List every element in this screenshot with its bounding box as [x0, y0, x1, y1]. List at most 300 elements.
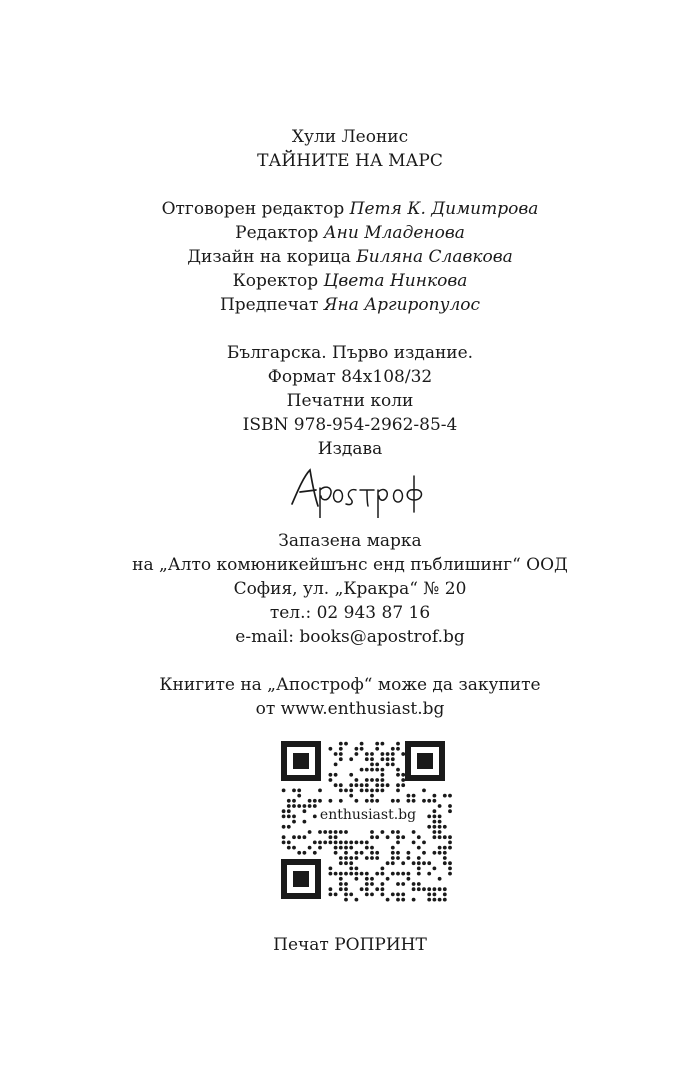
qr-dot: [427, 898, 431, 902]
printer-name: РОПРИНТ: [334, 935, 427, 955]
qr-dot: [308, 830, 312, 834]
qr-dot: [370, 768, 374, 772]
qr-dot: [448, 809, 452, 813]
credit-line: [0, 222, 700, 244]
qr-dot: [355, 851, 359, 855]
qr-dot: [339, 887, 343, 891]
qr-dot: [381, 757, 385, 761]
qr-dot: [360, 742, 364, 746]
purchase-website: от www.enthusiast.bg: [255, 699, 445, 719]
qr-dot: [355, 856, 359, 860]
qr-dot: [417, 872, 421, 876]
credit-line: [0, 270, 700, 292]
qr-dot: [282, 825, 286, 829]
qr-dot: [360, 887, 364, 891]
qr-dot: [427, 872, 431, 876]
qr-dot: [386, 763, 390, 767]
qr-dot: [370, 835, 374, 839]
qr-dot: [365, 799, 369, 803]
qr-dot: [381, 872, 385, 876]
qr-dot: [287, 841, 291, 845]
qr-dot: [329, 867, 333, 871]
qr-dot: [349, 856, 353, 860]
qr-dot: [448, 804, 452, 808]
qr-dot: [401, 898, 405, 902]
qr-dot: [339, 882, 343, 886]
qr-dot: [407, 872, 411, 876]
qr-dot: [375, 835, 379, 839]
qr-dot: [360, 768, 364, 772]
qr-dot: [287, 815, 291, 819]
qr-dot: [375, 747, 379, 751]
qr-dot: [339, 742, 343, 746]
qr-dot: [355, 841, 359, 845]
qr-dot: [287, 804, 291, 808]
qr-dot: [433, 799, 437, 803]
qr-dot: [412, 830, 416, 834]
qr-dot: [355, 747, 359, 751]
qr-dot: [287, 825, 291, 829]
qr-dot: [427, 825, 431, 829]
purchase-line: Книгите на „Апостроф“ може да закупите: [159, 675, 541, 695]
qr-dot: [334, 851, 338, 855]
qr-dot: [349, 757, 353, 761]
qr-dot: [391, 846, 395, 850]
qr-dot: [344, 887, 348, 891]
qr-dot: [448, 841, 452, 845]
qr-dot: [334, 752, 338, 756]
qr-dot: [391, 752, 395, 756]
qr-dot: [292, 799, 296, 803]
qr-dot: [370, 877, 374, 881]
qr-dot: [303, 851, 307, 855]
qr-dot: [329, 887, 333, 891]
qr-dot: [391, 757, 395, 761]
qr-dot: [292, 846, 296, 850]
qr-dot: [381, 783, 385, 787]
qr-dot: [448, 867, 452, 871]
qr-dot: [427, 815, 431, 819]
qr-dot: [282, 815, 286, 819]
qr-dot: [381, 867, 385, 871]
credit-line: [0, 198, 700, 220]
qr-dot: [360, 851, 364, 855]
qr-dot: [313, 815, 317, 819]
qr-dot: [370, 757, 374, 761]
qr-dot: [370, 893, 374, 897]
qr-dot: [287, 846, 291, 850]
qr-dot: [292, 804, 296, 808]
qr-dot: [381, 773, 385, 777]
qr-dot: [381, 882, 385, 886]
printed-sheets: Печатни коли: [286, 391, 414, 411]
qr-dot: [401, 783, 405, 787]
qr-dot: [438, 804, 442, 808]
qr-dot: [344, 841, 348, 845]
qr-dot: [375, 768, 379, 772]
qr-dot: [323, 830, 327, 834]
qr-dot: [417, 867, 421, 871]
qr-dot: [375, 763, 379, 767]
qr-dot: [370, 882, 374, 886]
qr-dot: [355, 872, 359, 876]
qr-dot: [427, 861, 431, 865]
qr-dot: [370, 856, 374, 860]
qr-dot: [360, 872, 364, 876]
qr-dot: [391, 799, 395, 803]
qr-dot: [365, 893, 369, 897]
author-name: Хули Леонис: [291, 127, 409, 147]
qr-dot: [292, 835, 296, 839]
qr-dot: [313, 804, 317, 808]
qr-dot: [433, 794, 437, 798]
qr-dot: [365, 789, 369, 793]
qr-dot: [297, 851, 301, 855]
qr-dot: [396, 789, 400, 793]
qr-dot: [344, 893, 348, 897]
qr-dot: [407, 851, 411, 855]
credit-role: Предпечат: [219, 295, 319, 315]
qr-dot: [339, 789, 343, 793]
qr-dot: [344, 742, 348, 746]
qr-dot: [381, 830, 385, 834]
qr-dot: [375, 783, 379, 787]
qr-dot: [401, 861, 405, 865]
qr-dot: [391, 763, 395, 767]
publisher-logo: [280, 462, 430, 518]
qr-dot: [448, 861, 452, 865]
qr-dot: [443, 893, 447, 897]
qr-dot: [318, 846, 322, 850]
trademark-owner: на „Алто комюникейшънс енд пъблишинг“ ООД: [132, 555, 568, 575]
qr-dot: [339, 856, 343, 860]
qr-dot: [313, 799, 317, 803]
qr-dot: [443, 835, 447, 839]
qr-dot: [401, 893, 405, 897]
qr-dot: [443, 856, 447, 860]
qr-dot: [443, 825, 447, 829]
qr-dot: [355, 867, 359, 871]
qr-dot: [417, 861, 421, 865]
qr-dot: [433, 825, 437, 829]
qr-dot: [365, 752, 369, 756]
qr-dot: [396, 893, 400, 897]
qr-dot: [438, 815, 442, 819]
qr-dot: [396, 882, 400, 886]
qr-dot: [438, 846, 442, 850]
qr-dot: [313, 851, 317, 855]
qr-dot: [396, 768, 400, 772]
qr-dot: [396, 872, 400, 876]
qr-dot: [438, 877, 442, 881]
qr-dot: [297, 804, 301, 808]
qr-dot: [329, 835, 333, 839]
qr-dot: [344, 872, 348, 876]
qr-dot: [370, 846, 374, 850]
qr-dot: [401, 882, 405, 886]
qr-dot: [349, 794, 353, 798]
publisher-label: Издава: [317, 439, 383, 459]
qr-dot: [401, 835, 405, 839]
qr-dot: [303, 804, 307, 808]
qr-dot: [303, 820, 307, 824]
qr-dot: [370, 778, 374, 782]
qr-dot: [349, 789, 353, 793]
qr-dot: [344, 861, 348, 865]
qr-dot: [412, 799, 416, 803]
qr-dot: [417, 835, 421, 839]
qr-dot: [365, 872, 369, 876]
qr-dot: [433, 835, 437, 839]
qr-dot: [438, 898, 442, 902]
qr-dot: [329, 747, 333, 751]
qr-dot: [381, 893, 385, 897]
qr-dot: [396, 830, 400, 834]
credit-person: Петя К. Димитрова: [349, 199, 539, 219]
qr-dot: [344, 882, 348, 886]
credit-person: Ани Младенова: [323, 223, 465, 243]
qr-dot: [375, 742, 379, 746]
qr-dot: [448, 835, 452, 839]
qr-dot: [339, 757, 343, 761]
qr-dot: [339, 872, 343, 876]
qr-dot: [339, 747, 343, 751]
qr-dot: [365, 887, 369, 891]
qr-dot: [407, 856, 411, 860]
qr-dot: [417, 846, 421, 850]
qr-dot: [433, 820, 437, 824]
qr-dot: [318, 799, 322, 803]
qr-dot: [381, 768, 385, 772]
qr-dot: [334, 763, 338, 767]
qr-label: enthusiast.bg: [318, 804, 418, 826]
qr-dot: [448, 872, 452, 876]
qr-dot: [417, 882, 421, 886]
qr-dot: [422, 851, 426, 855]
qr-dot: [443, 861, 447, 865]
qr-dot: [412, 841, 416, 845]
qr-dot: [344, 898, 348, 902]
qr-dot: [349, 867, 353, 871]
qr-dot: [412, 882, 416, 886]
qr-dot: [282, 789, 286, 793]
qr-dot: [282, 809, 286, 813]
qr-dot: [396, 799, 400, 803]
qr-dot: [370, 763, 374, 767]
qr-dot: [365, 768, 369, 772]
qr-dot: [339, 799, 343, 803]
qr-dot: [344, 851, 348, 855]
qr-dot: [386, 835, 390, 839]
credit-person: Яна Аргиропулос: [323, 295, 481, 315]
qr-dot: [391, 851, 395, 855]
qr-dot: [396, 742, 400, 746]
qr-dot: [339, 861, 343, 865]
qr-dot: [292, 815, 296, 819]
trademark-line: Запазена марка: [278, 531, 422, 551]
qr-dot: [375, 789, 379, 793]
qr-dot: [292, 820, 296, 824]
qr-dot: [412, 887, 416, 891]
qr-dot: [407, 794, 411, 798]
edition-info: Българска. Първо издание.: [226, 343, 474, 363]
credit-role: Редактор: [235, 223, 319, 243]
qr-dot: [334, 783, 338, 787]
qr-dot: [391, 872, 395, 876]
qr-dot: [391, 830, 395, 834]
qr-dot: [386, 898, 390, 902]
qr-dot: [329, 778, 333, 782]
qr-dot: [365, 882, 369, 886]
qr-dot: [313, 841, 317, 845]
qr-dot: [370, 851, 374, 855]
qr-dot: [365, 778, 369, 782]
qr-dot: [386, 757, 390, 761]
qr-dot: [375, 887, 379, 891]
qr-dot: [355, 898, 359, 902]
qr-dot: [391, 893, 395, 897]
qr-dot: [443, 851, 447, 855]
qr-dot: [438, 830, 442, 834]
qr-dot: [329, 841, 333, 845]
qr-dot: [344, 789, 348, 793]
qr-dot: [386, 783, 390, 787]
qr-dot: [339, 846, 343, 850]
qr-dot: [365, 846, 369, 850]
qr-dot: [303, 835, 307, 839]
qr-dot: [365, 856, 369, 860]
qr-dot: [375, 778, 379, 782]
qr-dot: [318, 789, 322, 793]
qr-dot: [318, 830, 322, 834]
qr-dot: [365, 757, 369, 761]
qr-dot: [391, 747, 395, 751]
qr-dot: [282, 835, 286, 839]
qr-dot: [433, 809, 437, 813]
qr-dot: [375, 799, 379, 803]
book-title: ТАЙНИТЕ НА МАРС: [257, 151, 443, 171]
qr-dot: [417, 887, 421, 891]
qr-dot: [329, 830, 333, 834]
qr-dot: [407, 877, 411, 881]
credit-person: Биляна Славкова: [356, 247, 513, 267]
qr-dot: [422, 887, 426, 891]
qr-dot: [422, 861, 426, 865]
qr-dot: [287, 799, 291, 803]
qr-dot: [349, 783, 353, 787]
qr-dot: [438, 851, 442, 855]
qr-dot: [396, 856, 400, 860]
qr-dot: [386, 861, 390, 865]
qr-dot: [412, 861, 416, 865]
qr-dot: [355, 783, 359, 787]
qr-dot: [417, 856, 421, 860]
qr-dot: [443, 794, 447, 798]
qr-dot: [370, 752, 374, 756]
qr-dot: [375, 856, 379, 860]
isbn: ISBN 978-954-2962-85-4: [242, 415, 458, 435]
qr-dot: [391, 861, 395, 865]
qr-dot: [355, 752, 359, 756]
qr-dot: [334, 846, 338, 850]
credit-role: Дизайн на корица: [187, 247, 351, 267]
format-info: Формат 84x108/32: [267, 367, 433, 387]
qr-dot: [433, 830, 437, 834]
qr-dot: [334, 872, 338, 876]
qr-dot: [344, 846, 348, 850]
qr-dot: [381, 887, 385, 891]
credit-line: [0, 294, 700, 316]
qr-dot: [370, 830, 374, 834]
qr-dot: [401, 872, 405, 876]
phone: тел.: 02 943 87 16: [269, 603, 431, 623]
qr-dot: [334, 841, 338, 845]
qr-dot: [308, 799, 312, 803]
qr-dot: [355, 778, 359, 782]
qr-dot: [427, 799, 431, 803]
qr-dot: [282, 841, 286, 845]
qr-dot: [349, 872, 353, 876]
qr-dot: [297, 794, 301, 798]
credit-person: Цвета Нинкова: [323, 271, 468, 291]
email: e-mail: books@apostrof.bg: [235, 627, 465, 647]
qr-dot: [433, 893, 437, 897]
printing-label: Печат: [273, 935, 329, 955]
qr-dot: [386, 752, 390, 756]
qr-dot: [433, 851, 437, 855]
qr-dot: [334, 830, 338, 834]
qr-dot: [339, 783, 343, 787]
qr-dot: [448, 846, 452, 850]
qr-dot: [334, 835, 338, 839]
qr-dot: [297, 835, 301, 839]
printing-line: [0, 934, 700, 956]
qr-dot: [381, 752, 385, 756]
qr-dot: [334, 893, 338, 897]
qr-dot: [381, 742, 385, 746]
qr-dot: [287, 809, 291, 813]
qr-dot: [391, 856, 395, 860]
address: София, ул. „Кракра“ № 20: [233, 579, 467, 599]
qr-dot: [375, 872, 379, 876]
qr-dot: [370, 794, 374, 798]
credit-role: Коректор: [232, 271, 319, 291]
qr-dot: [303, 809, 307, 813]
qr-dot: [396, 851, 400, 855]
qr-dot: [308, 846, 312, 850]
qr-dot: [396, 841, 400, 845]
qr-dot: [329, 773, 333, 777]
qr-dot: [349, 861, 353, 865]
qr-dot: [339, 752, 343, 756]
qr-dot: [375, 851, 379, 855]
qr-dot: [339, 877, 343, 881]
qr-dot: [396, 835, 400, 839]
qr-dot: [438, 820, 442, 824]
qr-dot: [427, 893, 431, 897]
qr-dot: [443, 846, 447, 850]
qr-dot: [396, 783, 400, 787]
qr-dot: [344, 830, 348, 834]
qr-dot: [349, 773, 353, 777]
qr-dot: [355, 877, 359, 881]
qr-dot: [438, 887, 442, 891]
qr-dot: [448, 794, 452, 798]
qr-dot: [292, 789, 296, 793]
qr-dot: [401, 773, 405, 777]
qr-dot: [433, 867, 437, 871]
qr-dot: [438, 825, 442, 829]
